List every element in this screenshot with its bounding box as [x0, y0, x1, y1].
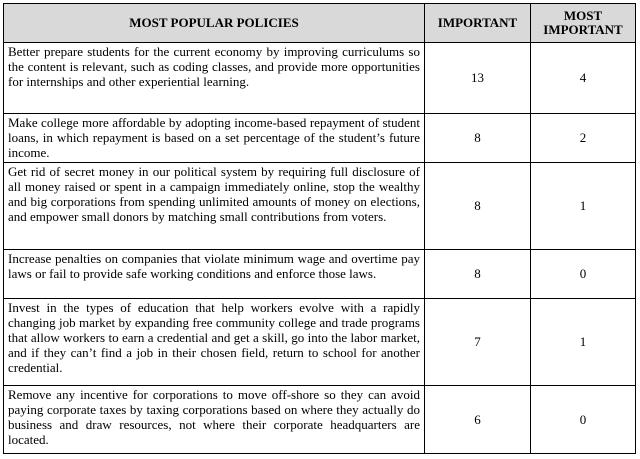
policies-table-container [3, 3, 635, 454]
policy-cell: Remove any incentive for corporations to move off-shore so they can avoid paying corporate taxes by taxing corporations based on where they actually do business and draw resources, not where their corporate headquarters are located. [4, 386, 425, 454]
policies-table [3, 3, 636, 454]
table-row [4, 299, 636, 386]
table-row [4, 114, 636, 163]
policy-cell: Better prepare students for the current economy by improving curriculums so the content is relevant, such as coding classes, and provide more opportunities for internships and other experiential learning. [4, 43, 425, 114]
table-header [4, 4, 636, 43]
important-count: 6 [425, 386, 531, 454]
most-important-count: 0 [531, 250, 636, 299]
important-count: 13 [425, 43, 531, 114]
table-body [4, 43, 636, 454]
header-most-important-line2: IMPORTANT [543, 22, 623, 37]
table-row [4, 43, 636, 114]
policy-cell: Invest in the types of education that help workers evolve with a rapidly changing job market by expanding free community college and trade programs that allow workers to earn a credential and get a skill, go into the labor market, and if they can’t find a job in their chosen field, return to school for another credential. [4, 299, 425, 386]
table-row [4, 250, 636, 299]
policy-cell: Make college more affordable by adopting income-based repayment of student loans, in which repayment is based on a set percentage of the student’s future income. [4, 114, 425, 163]
most-important-count: 1 [531, 299, 636, 386]
header-important: IMPORTANT [425, 4, 531, 43]
most-important-count: 1 [531, 163, 636, 250]
most-important-count: 0 [531, 386, 636, 454]
policy-cell: Increase penalties on companies that violate minimum wage and overtime pay laws or fail to provide safe working conditions and enforce those laws. [4, 250, 425, 299]
table-row [4, 163, 636, 250]
header-policies: MOST POPULAR POLICIES [4, 4, 425, 43]
most-important-count: 4 [531, 43, 636, 114]
important-count: 8 [425, 250, 531, 299]
header-most-important-line1: MOST [563, 8, 603, 23]
important-count: 8 [425, 114, 531, 163]
important-count: 7 [425, 299, 531, 386]
most-important-count: 2 [531, 114, 636, 163]
table-row [4, 386, 636, 454]
header-most-important [531, 4, 636, 43]
policy-cell: Get rid of secret money in our political system by requiring full disclosure of all money raised or spent in a campaign immediately online, stop the wealthy and big corporations from spending unlimited amounts of money on elections, and empower small donors by matching small contributions from voters. [4, 163, 425, 250]
important-count: 8 [425, 163, 531, 250]
header-row [4, 4, 636, 43]
